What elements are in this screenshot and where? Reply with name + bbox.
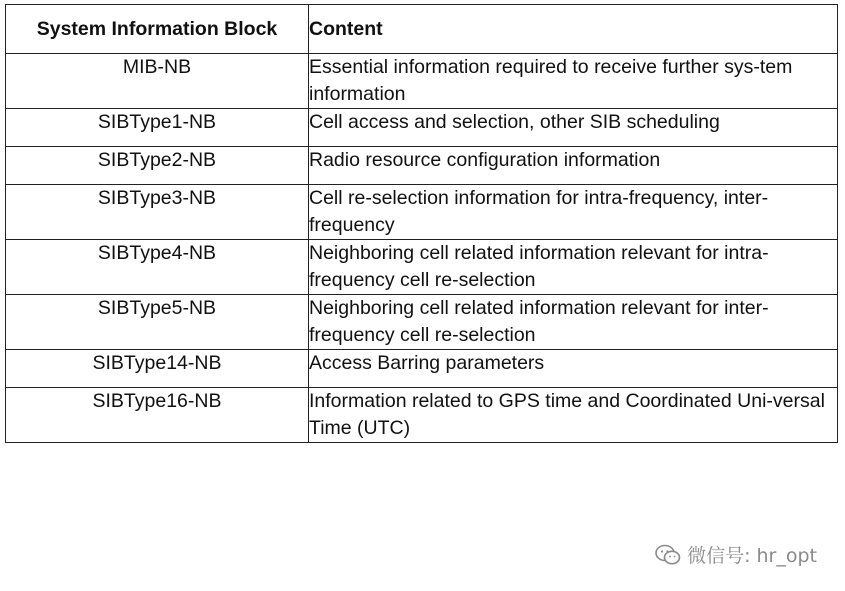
row-content: Cell access and selection, other SIB scheduling <box>309 109 838 147</box>
row-block-name: SIBType3-NB <box>6 185 309 240</box>
header-system-information-block: System Information Block <box>6 5 309 54</box>
table-row <box>6 240 838 295</box>
row-block-name: SIBType14-NB <box>6 350 309 388</box>
row-block-name: SIBType16-NB <box>6 388 309 443</box>
row-block-name: SIBType2-NB <box>6 147 309 185</box>
table-row <box>6 54 838 109</box>
row-content: Radio resource configuration information <box>309 147 838 185</box>
row-content: Information related to GPS time and Coordinated Uni-versal Time (UTC) <box>309 388 838 443</box>
table-row <box>6 185 838 240</box>
table-row <box>6 147 838 185</box>
table-row <box>6 295 838 350</box>
watermark-text: 微信号: hr_opt <box>687 545 817 567</box>
system-information-table <box>5 4 838 443</box>
row-block-name: SIBType1-NB <box>6 109 309 147</box>
row-block-name: SIBType4-NB <box>6 240 309 295</box>
row-block-name: SIBType5-NB <box>6 295 309 350</box>
row-content: Essential information required to receive further sys-tem information <box>309 54 838 109</box>
row-content: Neighboring cell related information relevant for inter-frequency cell re-selection <box>309 295 838 350</box>
watermark <box>655 541 817 568</box>
table-header-row <box>6 5 838 54</box>
table-row <box>6 109 838 147</box>
wechat-icon <box>655 544 681 566</box>
row-content: Cell re-selection information for intra-frequency, inter-frequency <box>309 185 838 240</box>
row-block-name: MIB-NB <box>6 54 309 109</box>
table-row <box>6 350 838 388</box>
header-content: Content <box>309 5 838 54</box>
table-row <box>6 388 838 443</box>
row-content: Neighboring cell related information relevant for intra-frequency cell re-selection <box>309 240 838 295</box>
row-content: Access Barring parameters <box>309 350 838 388</box>
